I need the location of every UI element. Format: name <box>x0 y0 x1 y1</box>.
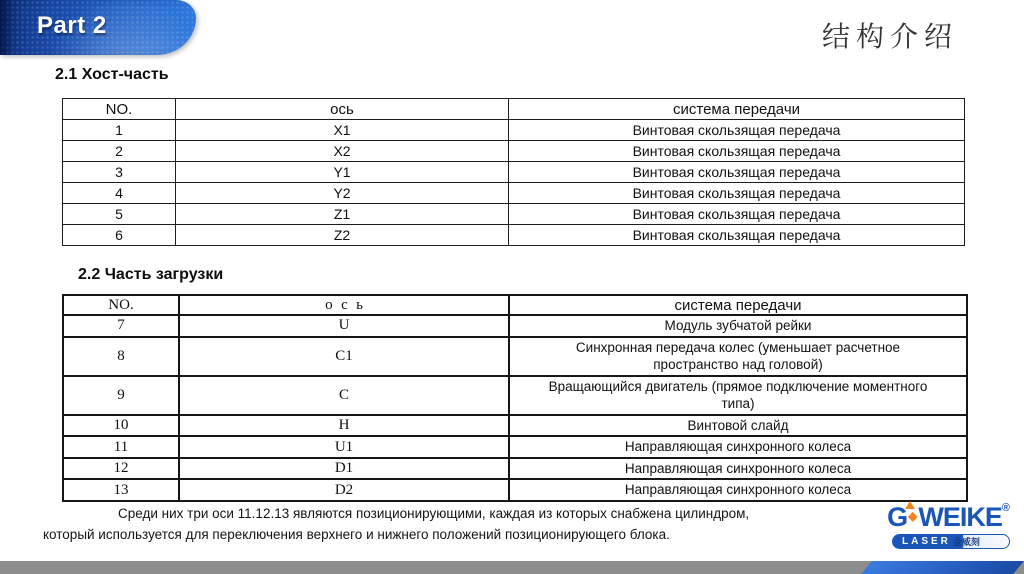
table-cell: Винтовая скользящая передача <box>509 225 965 246</box>
table-cell: Винтовая скользящая передача <box>509 141 965 162</box>
table-cell: 13 <box>63 479 179 501</box>
table-row <box>63 479 967 501</box>
diamond-icon: ◆ <box>908 509 918 523</box>
laser-tagline-bar <box>892 534 1010 549</box>
table-row <box>63 225 965 246</box>
host-part-table <box>62 98 965 246</box>
table-row <box>63 376 967 415</box>
column-header: система передачи <box>509 99 965 120</box>
gweike-logo <box>850 502 1010 549</box>
table-cell: D2 <box>179 479 509 501</box>
column-header: NO. <box>63 99 176 120</box>
section-2-heading: 2.2 Часть загрузки <box>78 266 224 283</box>
table-cell: H <box>179 415 509 437</box>
column-header: ось <box>179 295 509 315</box>
table-cell: Z2 <box>176 225 509 246</box>
table-cell: U <box>179 315 509 337</box>
table-cell: 1 <box>63 120 176 141</box>
logo-letter-g: G <box>887 502 908 532</box>
table-cell: C <box>179 376 509 415</box>
laser-label: LASER <box>902 536 951 547</box>
table-row <box>63 162 965 183</box>
column-header: система передачи <box>509 295 967 315</box>
table-cell: Винтовая скользящая передача <box>509 183 965 204</box>
w-accent-icon <box>905 501 915 509</box>
table-row <box>63 204 965 225</box>
table-cell: 11 <box>63 436 179 458</box>
table-row <box>63 458 967 480</box>
table-cell: 10 <box>63 415 179 437</box>
table-row <box>63 141 965 162</box>
column-header: NO. <box>63 295 179 315</box>
footer-note: Среди них три оси 11.12.13 являются позиционирующими, каждая из которых снабжена цилиндром, который используется для переключения верхнего и нижнего положений позиционирующего блока. <box>43 506 750 542</box>
table-cell: 5 <box>63 204 176 225</box>
table-cell: 3 <box>63 162 176 183</box>
table-cell: 8 <box>63 337 179 376</box>
table-cell: 12 <box>63 458 179 480</box>
table-cell: Направляющая синхронного колеса <box>509 479 967 501</box>
table-row <box>63 183 965 204</box>
table-cell: Винтовая скользящая передача <box>509 162 965 183</box>
table-cell: Вращающийся двигатель (прямое подключение моментного типа) <box>509 376 967 415</box>
registered-mark: ® <box>1001 502 1010 514</box>
logo-weike-text: WEIKE <box>918 502 1002 532</box>
table-header-row <box>63 99 965 120</box>
table-cell: 9 <box>63 376 179 415</box>
table-cell: Синхронная передача колес (уменьшает расчетное пространство над головой) <box>509 337 967 376</box>
bottom-bar-blue-accent <box>861 561 1024 574</box>
table-cell: 4 <box>63 183 176 204</box>
table-cell: Z1 <box>176 204 509 225</box>
table-cell: Модуль зубчатой рейки <box>509 315 967 337</box>
table-row <box>63 315 967 337</box>
part-badge-label: Part 2 <box>37 12 107 39</box>
table-cell: D1 <box>179 458 509 480</box>
table-row <box>63 415 967 437</box>
column-header: ось <box>176 99 509 120</box>
table-row <box>63 337 967 376</box>
table-cell: X1 <box>176 120 509 141</box>
table-cell: 7 <box>63 315 179 337</box>
table-cell: Y1 <box>176 162 509 183</box>
table-cell: Y2 <box>176 183 509 204</box>
part-badge <box>0 0 196 55</box>
table-header-row <box>63 295 967 315</box>
table-cell: 6 <box>63 225 176 246</box>
table-cell: Винтовой слайд <box>509 415 967 437</box>
table-cell: Направляющая синхронного колеса <box>509 436 967 458</box>
slide-title: 结构介绍 <box>821 20 958 53</box>
table-cell: C1 <box>179 337 509 376</box>
table-row <box>63 120 965 141</box>
table-cell: U1 <box>179 436 509 458</box>
bottom-bar <box>0 561 1024 574</box>
table-cell: Винтовая скользящая передача <box>509 204 965 225</box>
loading-part-table <box>62 294 968 502</box>
section-1-heading: 2.1 Хост-часть <box>55 66 169 83</box>
gweike-logo-wordmark <box>850 502 1010 533</box>
table-cell: Винтовая скользящая передача <box>509 120 965 141</box>
table-cell: Направляющая синхронного колеса <box>509 458 967 480</box>
chinese-brand-label: 金威刻 <box>952 537 980 547</box>
table-cell: X2 <box>176 141 509 162</box>
table-cell: 2 <box>63 141 176 162</box>
table-row <box>63 436 967 458</box>
